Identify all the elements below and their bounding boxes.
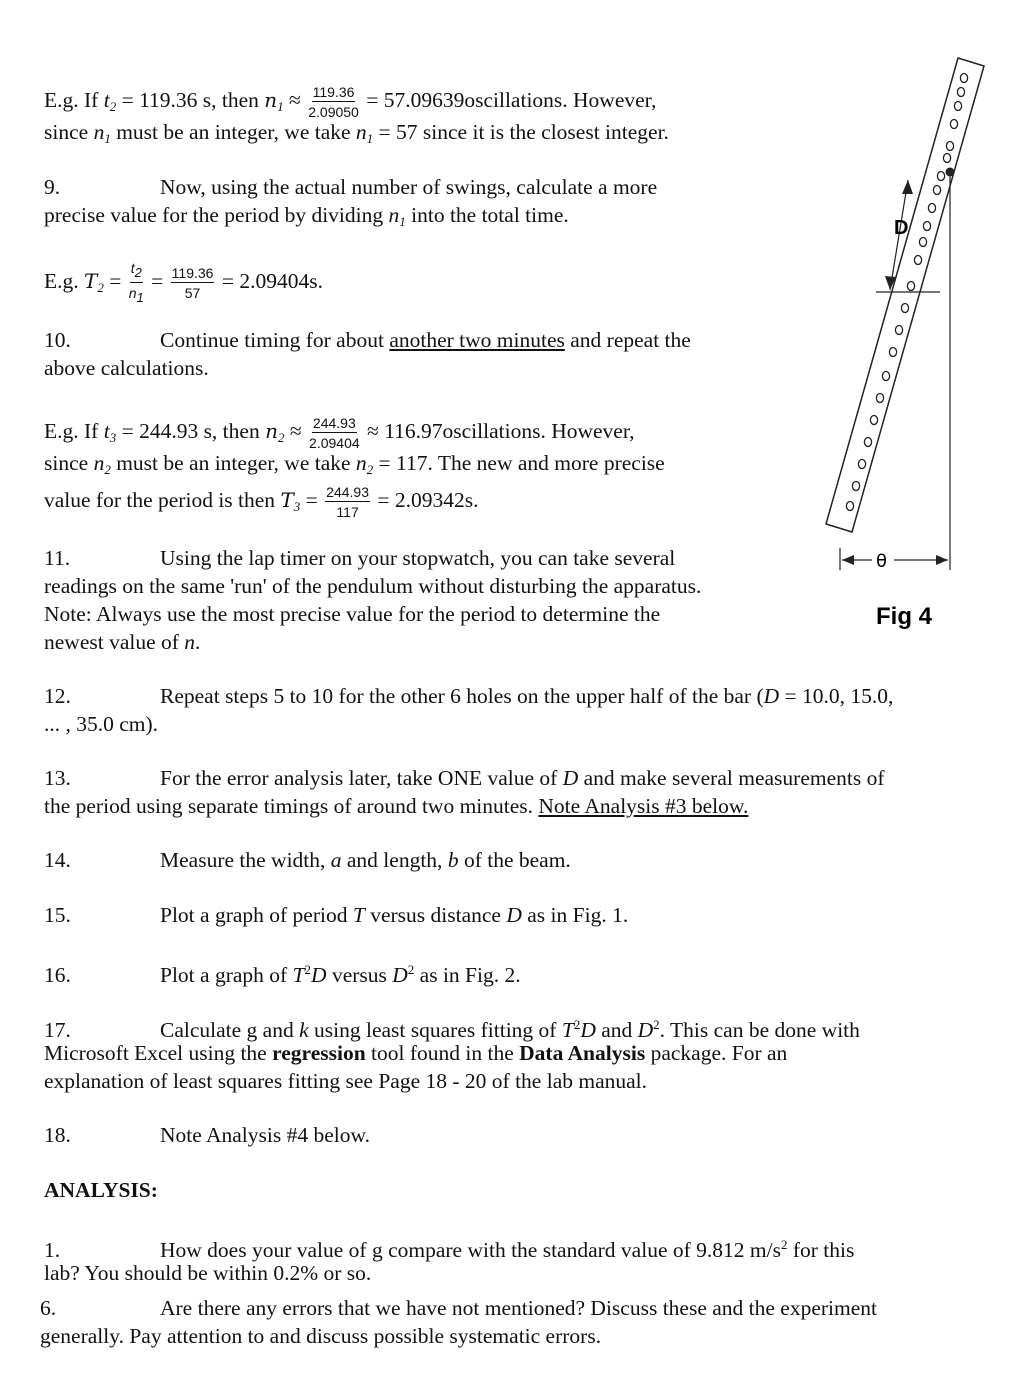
eg3-fraction-2: $\frac{244.93}{117}$ (326, 484, 369, 520)
eg2-fraction-2: $\frac{119.36}{57}$ (171, 265, 214, 301)
analysis-heading: ANALYSIS: (44, 1178, 158, 1202)
step13-line2: the period using separate timings of around two minutes. Note Analysis #3 below. (44, 794, 749, 818)
d-arrow-top (902, 180, 913, 194)
eg2-line: E.g. $T_2$ = $\frac{t2}{n1}$ = $\frac{119.36}{57}$ = 2.09404s. (44, 260, 323, 305)
step17-line2: Microsoft Excel using the regression tool found in the Data Analysis package. For an (44, 1041, 788, 1065)
step9-line1: 9. Now, using the actual number of swings, calculate a more (44, 175, 658, 199)
eg3-fraction-1: $\frac{244.93}{2.09404}$ (309, 415, 360, 451)
theta-label: θ (876, 551, 888, 572)
step11-line3: Note: Always use the most precise value for the period to determine the (44, 602, 661, 626)
theta-right-arrow (936, 555, 948, 565)
step13-line1: 13. For the error analysis later, take ONE value of D and make several measurements of (44, 766, 885, 790)
step17-line3: explanation of least squares fitting see Page 18 - 20 of the lab manual. (44, 1069, 648, 1093)
pendulum-figure (800, 40, 1020, 660)
eg3-line1: E.g. If $t_3 = 244.93$ s, then $n_2$ ≈ $\frac{244.93}{2.09404}$ ≈ 116.97oscillations. However, (44, 415, 635, 451)
step14-line: 14. Measure the width, a and length, b of the beam. (44, 848, 571, 872)
d-label: D (894, 217, 909, 239)
step10-line1: 10. Continue timing for about another two minutes and repeat the (44, 328, 691, 352)
step11-line1: 11. Using the lap timer on your stopwatch, you can take several (44, 546, 676, 570)
eg3-line3: value for the period is then $T_3$ = $\frac{244.93}{117}$ = 2.09342s. (44, 484, 479, 520)
step11-line4: newest value of n. (44, 630, 201, 654)
step18-line: 18. Note Analysis #4 below. (44, 1123, 371, 1147)
analysis-q1-line2: lab? You should be within 0.2% or so. (44, 1261, 372, 1285)
eg1-fraction: $\frac{119.36}{2.09050}$ (308, 84, 359, 120)
pendulum-bar (826, 58, 984, 532)
eg3-line2: since $n_2$ must be an integer, we take $n_2 = 117$. The new and more precise (44, 451, 665, 477)
step17-line1: 17. Calculate g and k using least squares fitting of $T^2D$ and $D^2$. This can be done with (44, 1017, 860, 1043)
step11-line2: readings on the same 'run' of the pendulum without disturbing the apparatus. (44, 574, 702, 598)
figure-caption: Fig 4 (876, 603, 933, 630)
theta-left-arrow (842, 555, 854, 565)
eg1-line1: E.g. If $t_2 = 119.36$ s, then $n_1$ ≈ $\frac{119.36}{2.09050}$ = 57.09639oscillations. However, (44, 84, 657, 120)
step12-line1: 12. Repeat steps 5 to 10 for the other 6 holes on the upper half of the bar (D = 10.0, 15.0, (44, 684, 894, 708)
eg1-line2: since $n_1$ must be an integer, we take $n_1 = 57$ since it is the closest integer. (44, 120, 669, 146)
step12-line2: ... , 35.0 cm). (44, 712, 159, 736)
step10-line2: above calculations. (44, 356, 209, 380)
analysis-q6-line2: generally. Pay attention to and discuss possible systematic errors. (40, 1324, 602, 1348)
analysis-q1-line1: 1. How does your value of g compare with the standard value of 9.812 $m/s^2$ for this (44, 1237, 855, 1263)
step15-line: 15. Plot a graph of period T versus distance D as in Fig. 1. (44, 903, 629, 927)
analysis-q6-line1: 6. Are there any errors that we have not mentioned? Discuss these and the experiment (40, 1296, 878, 1320)
step16-line: 16. Plot a graph of $T^2D$ versus $D^2$ as in Fig. 2. (44, 962, 521, 988)
eg2-fraction-1: $\frac{t2}{n1}$ (128, 260, 144, 305)
step9-line2: precise value for the period by dividing $n_1$ into the total time. (44, 203, 569, 229)
